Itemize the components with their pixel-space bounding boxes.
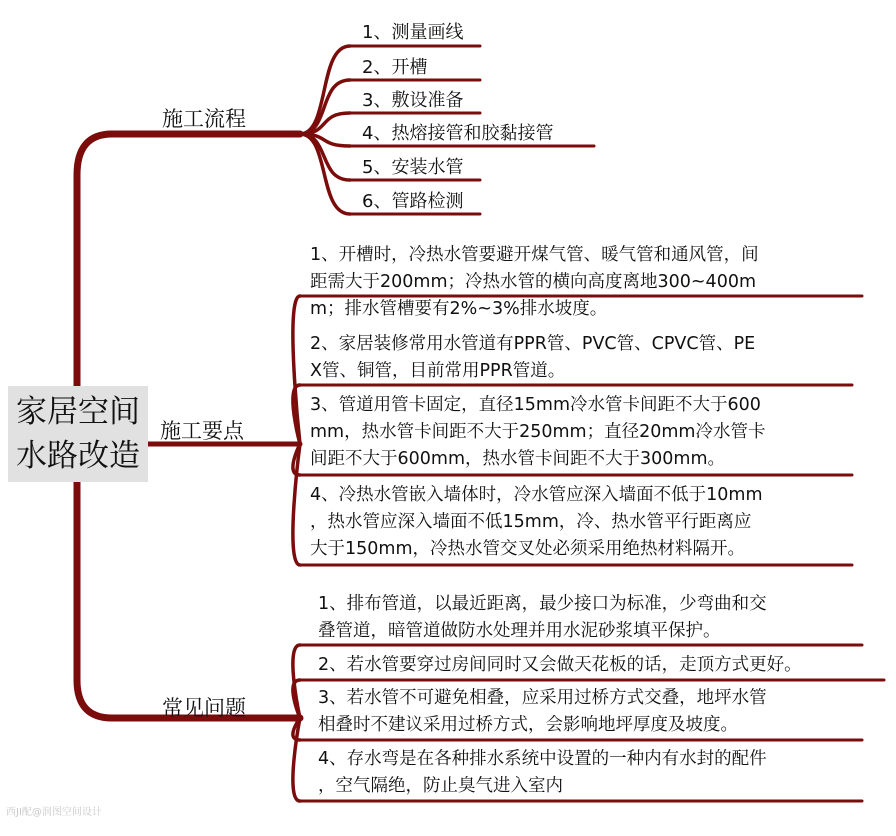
branch-label-process: 施工流程	[162, 107, 246, 131]
key-point-4	[310, 482, 763, 563]
process-step: 3、敷设准备	[362, 90, 464, 111]
key-point-line: X管、铜管，目前常用PPR管道。	[310, 361, 566, 381]
key-point-line: 间距不大于600mm，热水管卡间距不大于300mm。	[310, 449, 725, 469]
watermark: 西JI配@润图空间设计	[6, 807, 102, 818]
process-step: 6、管路检测	[362, 191, 464, 212]
key-point-2	[310, 331, 755, 385]
issue-line: 2、若水管要穿过房间同时又会做天花板的话，走顶方式更好。	[318, 655, 802, 675]
issue-line: 相叠时不建议采用过桥方式，会影响地坪厚度及坡度。	[318, 715, 738, 735]
root-title-line-2: 水路改造	[16, 438, 140, 474]
key-point-line: 距需大于200mm；冷热水管的横向高度离地300~400m	[310, 272, 757, 292]
connector-trunk-upper	[77, 134, 300, 420]
branch-label-common-issues: 常见问题	[162, 696, 246, 720]
issue-3	[318, 685, 767, 739]
issue-line: 4、存水弯是在各种排水系统中设置的一种内有水封的配件	[318, 749, 767, 769]
process-step: 2、开槽	[362, 57, 428, 78]
issue-2	[318, 652, 802, 679]
root-title-line-1: 家居空间	[16, 394, 140, 430]
key-point-line: 2、家居装修常用水管道有PPR管、PVC管、CPVC管、PE	[310, 334, 756, 354]
process-step: 1、测量画线	[362, 22, 464, 43]
issue-line: 3、若水管不可避免相叠，应采用过桥方式交叠，地坪水管	[318, 688, 767, 708]
issue-line: ，空气隔绝，防止臭气进入室内	[318, 776, 563, 796]
issue-4	[318, 746, 767, 800]
key-point-line: 3、管道用管卡固定，直径15mm冷水管卡间距不大于600	[310, 395, 761, 415]
key-point-line: 1、开槽时，冷热水管要避开煤气管、暖气管和通风管，间	[310, 245, 759, 265]
key-point-1	[310, 242, 759, 323]
root-node	[8, 386, 148, 482]
key-point-line: m；排水管槽要有2%~3%排水坡度。	[310, 299, 608, 319]
key-point-line: 大于150mm，冷热水管交叉处必须采用绝热材料隔开。	[310, 539, 745, 559]
process-step: 4、热熔接管和胶黏接管	[362, 123, 554, 144]
key-point-line: 4、冷热水管嵌入墙体时，冷水管应深入墙面不低于10mm	[310, 485, 763, 505]
connector-trunk-lower	[77, 460, 300, 718]
key-point-3	[310, 392, 765, 473]
key-point-line: ，热水管应深入墙面不低15mm，冷、热水管平行距离应	[310, 512, 752, 532]
issue-line: 1、排布管道，以最近距离，最少接口为标准，少弯曲和交	[318, 594, 767, 614]
key-point-line: mm，热水管卡间距不大于250mm；直径20mm冷水管卡	[310, 422, 766, 442]
branch-label-key-points: 施工要点	[160, 419, 244, 443]
issue-1	[318, 591, 767, 645]
issue-line: 叠管道，暗管道做防水处理并用水泥砂浆填平保护。	[318, 621, 721, 641]
process-step: 5、安装水管	[362, 157, 464, 178]
